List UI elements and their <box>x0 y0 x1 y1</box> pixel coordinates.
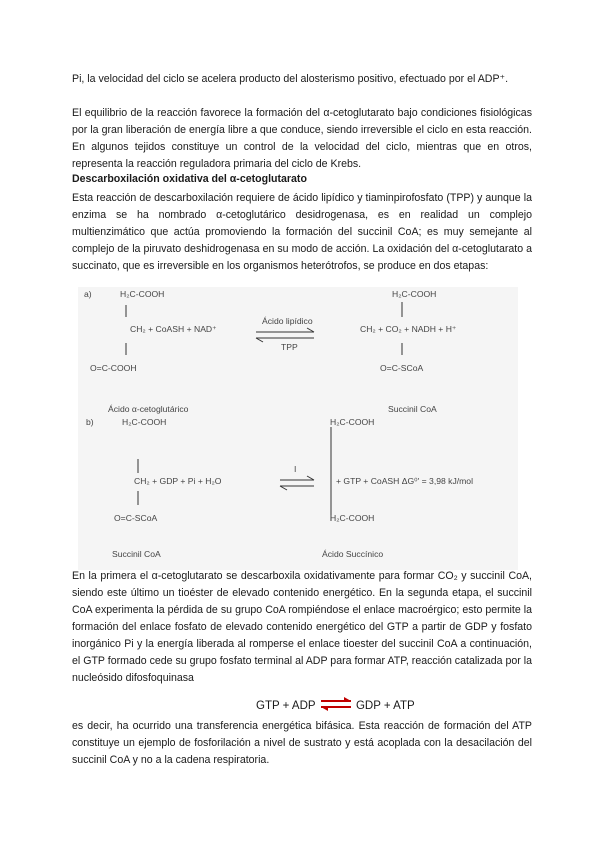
equation-right: GDP + ATP <box>355 699 415 712</box>
b-left-top: H₂C-COOH <box>122 417 167 427</box>
paragraph-decarboxylation: Esta reacción de descarboxilación requiere de ácido lipídico y tiaminpirofosfato (TPP) y aunque la enzima se ha nombrado α-cetoglutárico desidrogenasa, es en realidad un complejo multienzimático que actúa promoviendo la formación del succinil CoA; es muy semejante al complejo de la piruvato deshidrogenasa en su modo de acción. La oxidación del α-cetoglutarato a succinato, que es irreversible en los organismos heterótrofos, se produce en dos etapas: <box>72 192 532 272</box>
paragraph-alosterism: Pi, la velocidad del ciclo se acelera producto del alosterismo positivo, efectuado por el ADP⁺. <box>72 73 509 85</box>
label-b: b) <box>86 417 94 427</box>
paragraph-conclusion: es decir, ha ocurrido una transferencia energética bifásica. Esta reacción de formación del ATP constituye un ejemplo de fosforilación a nivel de sustrato y está acoplada con la desacilación del succinil CoA y no a la cadena respiratoria. <box>72 720 532 766</box>
section-heading: Descarboxilación oxidativa del α-cetoglutarato <box>72 173 307 185</box>
b-right-name: Ácido Succínico <box>322 549 384 559</box>
b-right-top: H₂C-COOH <box>330 417 375 427</box>
label-a: a) <box>84 289 92 299</box>
a-arrow-bottom: TPP <box>281 342 298 352</box>
a-right-bottom: O=C-SCoA <box>380 363 424 373</box>
b-left-name: Succinil CoA <box>112 549 161 559</box>
a-arrow-top: Ácido lipídico <box>262 316 313 326</box>
a-left-mid: CH₂ + CoASH + NAD⁺ <box>130 324 217 334</box>
a-right-top: H₂C-COOH <box>392 289 437 299</box>
equation-left: GTP + ADP <box>256 699 316 712</box>
atp-equation <box>256 697 415 714</box>
a-right-name: Succinil CoA <box>388 404 437 414</box>
b-right-mid: + GTP + CoASH ΔG⁰' = 3,98 kJ/mol <box>336 476 474 486</box>
b-left-mid: CH₂ + GDP + Pi + H₂O <box>134 476 222 486</box>
paragraph-equilibrium: El equilibrio de la reacción favorece la formación del α-cetoglutarato bajo condiciones fisiológicas por la gran liberación de energía libre a que conduce, siendo irreversible el ciclo en esta reacción. En algunos tejidos constituye un control de la velocidad del ciclo, mientras que en otros, representa la reacción reguladora primaria del ciclo de Krebs. <box>72 107 532 170</box>
paragraph-first-stage: En la primera el α-cetoglutarato se descarboxila oxidativamente para formar CO₂ y succinil CoA, siendo este último un tioéster de elevado contenido energético. En la segunda etapa, el succinil CoA experimenta la pérdida de su grupo CoA rompiéndose el enlace macroérgico; esto permite la formación del enlace fosfato de elevado contenido energético del GTP a partir de GDP y fosfato inorgánico Pi y la energía liberada al romperse el enlace tioester del succinil CoA a continuación, el GTP formado cede su grupo fosfato terminal al ADP para formar ATP, reacción catalizada por la nucleósido difosfoquinasa <box>72 570 532 684</box>
b-arrow-top: I <box>294 464 297 474</box>
b-right-bottom: H₂C-COOH <box>330 513 375 523</box>
reaction-figure <box>78 287 518 570</box>
a-left-name: Ácido α-cetoglutárico <box>108 404 189 414</box>
equilibrium-arrow-icon <box>319 697 353 714</box>
b-left-bottom: O=C-SCoA <box>114 513 158 523</box>
a-left-top: H₂C-COOH <box>120 289 165 299</box>
a-right-mid: CH₂ + CO₂ + NADH + H⁺ <box>360 324 457 334</box>
a-left-bottom: O=C-COOH <box>90 363 137 373</box>
